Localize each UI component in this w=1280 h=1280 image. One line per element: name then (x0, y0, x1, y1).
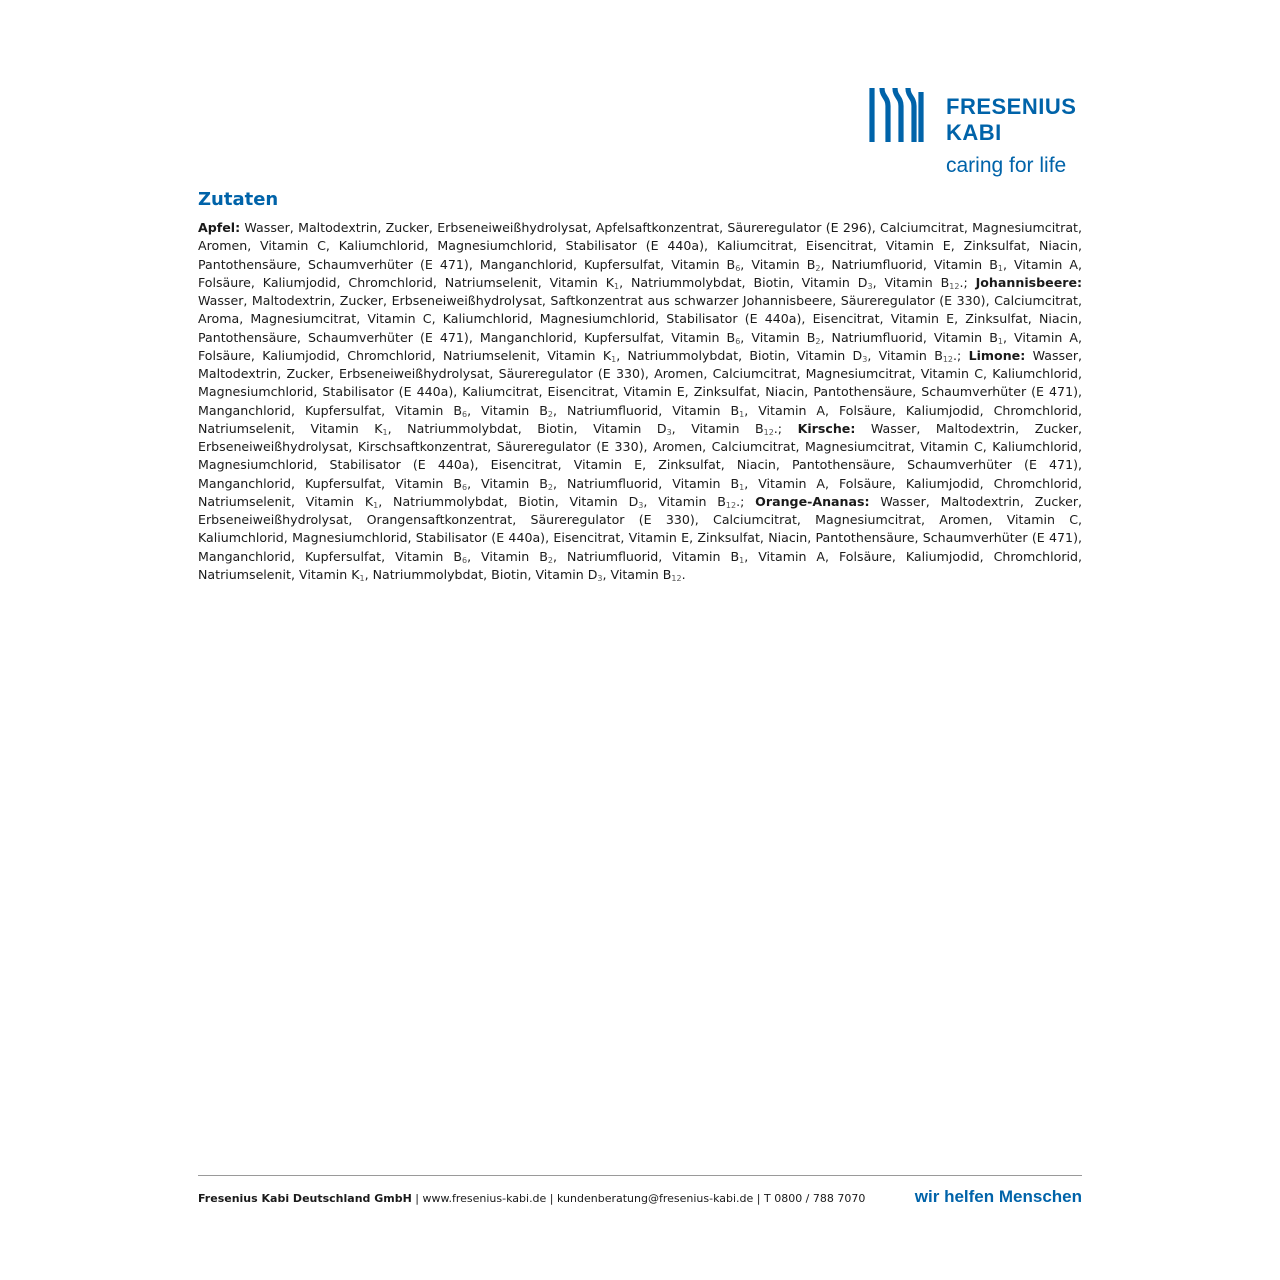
vitamin-subscript: 1 (739, 409, 745, 419)
ingredient-text: Wasser, Maltodextrin, Zucker, Erbseneiweißhydrolysat, Saftkonzentrat aus schwarzer Johannisbeere, Säureregulator (E 330), Calciumcitrat, Aroma, Magnesiumcitrat, Vitamin C, Kaliumchlorid, Magnesiumchlorid, Stabilisator (E 440a), Eisencitrat, Vitamin E, Zinksulfat, Niacin, Pantothensäure, Schaumverhüter (E 471), Manganchlorid, Kupfersulfat, Vitamin B (198, 293, 1082, 345)
vitamin-subscript: 6 (461, 482, 468, 492)
ingredient-text: , Vitamin A, Folsäure, Kaliumjodid, Chromchlorid, Natriumselenit, Vitamin K (198, 402, 1083, 436)
brand-claim: caring for life (946, 154, 1067, 177)
vitamin-subscript: 1 (382, 427, 388, 437)
vitamin-subscript: 3 (862, 354, 868, 364)
ingredient-text: , Vitamin B (867, 347, 943, 363)
footer-company: Fresenius Kabi Deutschland GmbH (198, 1192, 412, 1205)
flavor-heading: Apfel: (198, 220, 241, 235)
vitamin-subscript: 12 (725, 500, 737, 510)
ingredient-text: , Natriummolybdat, Biotin, Vitamin D (616, 347, 863, 363)
brand-logo (868, 86, 1084, 182)
vitamin-subscript: 1 (373, 500, 379, 510)
flavor-heading: Johannisbeere: (975, 274, 1083, 290)
vitamin-subscript: 6 (735, 263, 741, 273)
ingredient-text: , Vitamin B (671, 420, 764, 436)
vitamin-subscript: 12 (949, 281, 960, 291)
vitamin-subscript: 1 (359, 573, 365, 583)
ingredient-text: , Vitamin B (467, 548, 548, 564)
vitamin-subscript: 2 (815, 336, 821, 346)
flavor-heading: Limone: (968, 347, 1026, 363)
ingredient-text: , Vitamin B (467, 475, 548, 491)
vitamin-subscript: 2 (547, 482, 553, 492)
vitamin-subscript: 12 (763, 427, 774, 437)
ingredient-text: .; (953, 347, 969, 363)
footer-contact (198, 1191, 865, 1207)
ingredient-text: Wasser, Maltodextrin, Zucker, Erbseneiweißhydrolysat, Säureregulator (E 330), Aromen, Calciumcitrat, Magnesiumcitrat, Vitamin C, Kaliumchlorid, Magnesiumchlorid, Stabilisator (E 440a), Kaliumcitrat, Eisencitrat, Vitamin E, Zinksulfat, Niacin, Pantothensäure, Schaumverhüter (E 471), Manganchlorid, Kupfersulfat, Vitamin B (198, 347, 1082, 418)
vitamin-subscript: 6 (735, 336, 741, 346)
vitamin-subscript: 2 (547, 555, 553, 565)
footer-divider (198, 1175, 1082, 1176)
ingredient-text: .; (736, 493, 756, 509)
fresenius-kabi-wave-mark-icon (868, 86, 926, 144)
vitamin-subscript: 12 (942, 354, 954, 364)
ingredient-text: , Vitamin B (740, 329, 816, 345)
page-title: Zutaten (198, 189, 279, 210)
ingredient-text: , Natriummolybdat, Biotin, Vitamin D (364, 566, 598, 582)
vitamin-subscript: 1 (739, 482, 745, 492)
vitamin-subscript: 3 (867, 281, 873, 291)
brand-name-line1: FRESENIUS (946, 94, 1077, 119)
ingredient-text: Wasser, Maltodextrin, Zucker, Erbseneiweißhydrolysat, Apfelsaftkonzentrat, Säureregulator (E 296), Calciumcitrat, Magnesiumcitrat, Aromen, Vitamin C, Kaliumchlorid, Magnesiumchlorid, Stabilisator (E 440a), Kaliumcitrat, Eisencitrat, Vitamin E, Zinksulfat, Niacin, Pantothensäure, Schaumverhüter (E 471), Manganchlorid, Kupfersulfat, Vitamin B (198, 220, 1082, 272)
vitamin-subscript: 1 (997, 336, 1003, 346)
ingredient-text: , Vitamin B (872, 274, 950, 290)
brand-name-line2: KABI (946, 120, 1002, 145)
flavor-heading: Orange-Ananas: (755, 493, 870, 509)
ingredient-text: , Vitamin A, Folsäure, Kaliumjodid, Chromchlorid, Natriumselenit, Vitamin K (198, 475, 1083, 509)
ingredient-text: , Natriumfluorid, Vitamin B (820, 329, 998, 345)
vitamin-subscript: 12 (671, 573, 682, 583)
ingredient-text: , Natriummolybdat, Biotin, Vitamin D (387, 420, 667, 436)
ingredient-text: , Vitamin B (643, 493, 726, 509)
ingredient-text: , Natriumfluorid, Vitamin B (553, 475, 740, 491)
vitamin-subscript: 1 (611, 354, 617, 364)
ingredient-text: , Vitamin B (467, 402, 548, 418)
flavor-heading: Kirsche: (797, 420, 856, 436)
footer-slogan: wir helfen Menschen (914, 1187, 1082, 1206)
ingredient-text: Wasser, Maltodextrin, Zucker, Erbseneiweißhydrolysat, Orangensaftkonzentrat, Säureregulator (E 330), Calciumcitrat, Magnesiumcitrat, Aromen, Vitamin C, Kaliumchlorid, Magnesiumchlorid, Stabilisator (E 440a), Eisencitrat, Vitamin E, Zinksulfat, Niacin, Pantothensäure, Schaumverhüter (E 471), Manganchlorid, Kupfersulfat, Vitamin B (198, 493, 1083, 564)
ingredient-text: Wasser, Maltodextrin, Zucker, Erbseneiweißhydrolysat, Kirschsaftkonzentrat, Säureregulator (E 330), Aromen, Calciumcitrat, Magnesiumcitrat, Vitamin C, Kaliumchlorid, Magnesiumchlorid, Stabilisator (E 440a), Eisencitrat, Vitamin E, Zinksulfat, Niacin, Pantothensäure, Schaumverhüter (E 471), Manganchlorid, Kupfersulfat, Vitamin B (198, 420, 1082, 491)
vitamin-subscript: 3 (638, 500, 644, 510)
ingredient-text: , Natriummolybdat, Biotin, Vitamin D (619, 274, 868, 290)
ingredient-text: , Natriumfluorid, Vitamin B (820, 256, 998, 272)
vitamin-subscript: 1 (614, 281, 620, 291)
vitamin-subscript: 1 (739, 555, 745, 565)
ingredients-text (198, 219, 1082, 584)
ingredient-text: .; (773, 420, 798, 436)
ingredient-text: , Natriummolybdat, Biotin, Vitamin D (378, 493, 639, 509)
vitamin-subscript: 2 (815, 263, 821, 273)
vitamin-subscript: 1 (997, 263, 1003, 273)
vitamin-subscript: 3 (666, 427, 672, 437)
ingredient-text: . (681, 566, 686, 582)
vitamin-subscript: 6 (461, 555, 468, 565)
vitamin-subscript: 2 (547, 409, 553, 419)
footer-contact-details: | www.fresenius-kabi.de | kundenberatung@fresenius-kabi.de | T 0800 / 788 7070 (411, 1192, 866, 1205)
ingredient-text: , Natriumfluorid, Vitamin B (553, 402, 740, 418)
ingredient-text: , Vitamin B (740, 256, 816, 272)
brand-name (946, 94, 1076, 146)
ingredient-text: , Natriumfluorid, Vitamin B (553, 548, 740, 564)
vitamin-subscript: 3 (597, 573, 603, 583)
ingredient-text: , Vitamin A, Folsäure, Kaliumjodid, Chromchlorid, Natriumselenit, Vitamin K (198, 256, 1082, 290)
ingredient-text: , Vitamin B (602, 566, 672, 582)
vitamin-subscript: 6 (461, 409, 468, 419)
ingredient-text: , Vitamin A, Folsäure, Kaliumjodid, Chromchlorid, Natriumselenit, Vitamin K (198, 329, 1082, 363)
ingredient-text: .; (959, 274, 976, 290)
ingredient-text: , Vitamin A, Folsäure, Kaliumjodid, Chromchlorid, Natriumselenit, Vitamin K (198, 548, 1083, 582)
